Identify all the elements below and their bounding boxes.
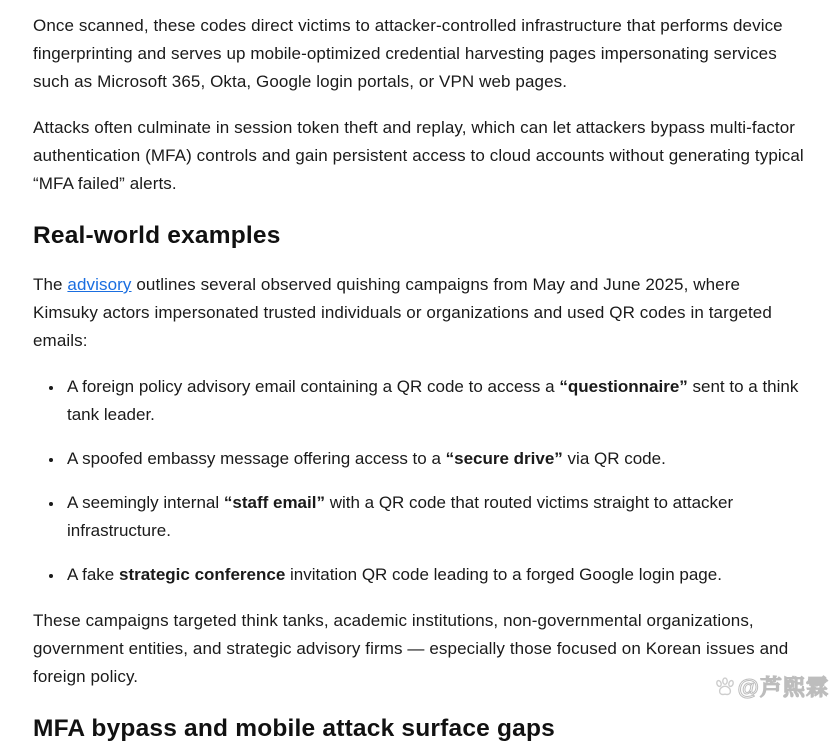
text-segment: Once scanned, these codes direct victims to attacker-controlled infrastructure that performs device fingerprinting and serves up mobile-optimized credential harvesting pages impersonating services such as Microsoft 365, Okta, Google login portals, or VPN web pages. xyxy=(33,16,783,91)
text-segment: These campaigns targeted think tanks, academic institutions, non-governmental organizations, government entities, and strategic advisory firms — especially those focused on Korean issues and foreign policy. xyxy=(33,611,789,686)
heading-mfa-bypass: MFA bypass and mobile attack surface gaps xyxy=(33,715,555,742)
text-segment: The xyxy=(33,275,68,294)
paragraph-advisory-outlines xyxy=(33,271,806,355)
text-segment: A foreign policy advisory email containing a QR code to access a xyxy=(67,377,560,396)
examples-list xyxy=(33,373,806,589)
text-segment: via QR code. xyxy=(562,449,666,468)
list-item-secure-drive xyxy=(64,445,806,473)
list-item-staff-email xyxy=(64,489,806,545)
bold-text: “questionnaire” xyxy=(559,377,688,396)
text-segment: A spoofed embassy message offering access to a xyxy=(67,449,446,468)
paragraph-once-scanned xyxy=(33,12,806,96)
bold-text: strategic conference xyxy=(118,565,286,584)
text-segment: Attacks often culminate in session token theft and replay, which can let attackers bypass multi-factor authentication (MFA) controls and gain persistent access to cloud accounts without generating typical “MFA failed” alerts. xyxy=(33,118,804,193)
text-segment: outlines several observed quishing campaigns from May and June 2025, where Kimsuky actors impersonated trusted individuals or organizations and used QR codes in targeted emails: xyxy=(33,275,772,350)
list-item-questionnaire xyxy=(64,373,806,429)
text-segment: invitation QR code leading to a forged Google login page. xyxy=(285,565,722,584)
text-segment: A fake xyxy=(67,565,119,584)
heading-real-world-examples: Real-world examples xyxy=(33,222,281,249)
list-item-strategic-conference xyxy=(64,561,806,589)
text-segment: sent to a think tank leader. xyxy=(67,377,799,424)
bold-text: “secure drive” xyxy=(445,449,563,468)
paragraph-attacks-culminate xyxy=(33,114,806,198)
advisory-link[interactable]: advisory xyxy=(67,275,132,294)
watermark-text: @芦熙霖 xyxy=(737,675,829,700)
paragraph-campaigns-targeted xyxy=(33,607,806,691)
bold-text: “staff email” xyxy=(223,493,325,512)
text-segment: with a QR code that routed victims straight to attacker infrastructure. xyxy=(67,493,734,540)
text-segment: A seemingly internal xyxy=(67,493,224,512)
